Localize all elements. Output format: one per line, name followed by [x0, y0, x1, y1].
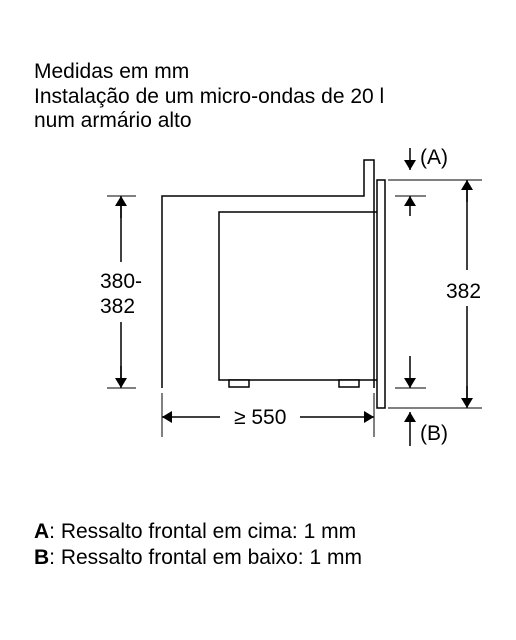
microwave-foot-right [339, 380, 359, 387]
left-height-label-line1: 380- [100, 270, 143, 293]
front-trim-frame [377, 180, 385, 408]
microwave-foot-left [229, 380, 249, 387]
legend-item-b [34, 545, 362, 571]
title-line-units: Medidas em mm [34, 60, 190, 83]
legend [34, 519, 362, 571]
legend-key-b: B [34, 546, 50, 569]
overhang-a-label: (A) [420, 146, 448, 169]
right-height-label: 382 [446, 280, 482, 303]
title-line-cabinet: num armário alto [34, 109, 192, 132]
overhang-b-label: (B) [420, 422, 448, 445]
legend-text-a: : Ressalto frontal em cima: 1 mm [49, 520, 357, 543]
legend-key-a: A [34, 520, 50, 543]
left-height-label-line2: 382 [100, 295, 136, 318]
legend-item-a [34, 519, 362, 545]
microwave-body [219, 212, 377, 380]
depth-label: ≥ 550 [234, 406, 287, 429]
cabinet-outline [162, 160, 374, 388]
legend-text-b: : Ressalto frontal em baixo: 1 mm [49, 546, 362, 569]
title-line-installation: Instalação de um micro-ondas de 20 l [34, 84, 385, 108]
